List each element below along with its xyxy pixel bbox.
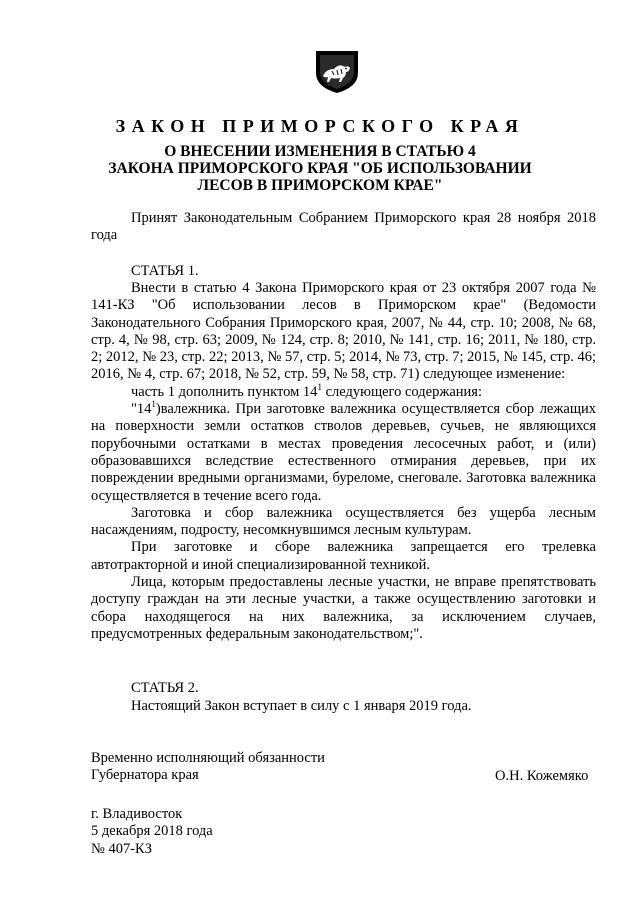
primorsky-krai-coat-of-arms-icon bbox=[312, 45, 362, 95]
item-superscript: 1 bbox=[151, 399, 156, 410]
item-text: )валежника. При заготовке валежника осуществляется сбор лежащих на поверхности земли остатков стволов деревьев, сучьев, не являющихся порубочными остатками в местах проведения лесосечных работ, и (или) образовавшихся вследствие естественного отмирания деревьев, при их повреждении вредными организмами, буреломе, снеговале. Заготовка валежника осуществляется в течение всего года. bbox=[91, 401, 596, 504]
adoption-text: Принят Законодательным Собранием Приморского края 28 ноября 2018 года bbox=[91, 210, 596, 244]
article-1-paragraph: Лица, которым предоставлены лесные участки, не вправе препятствовать доступу граждан на эти лесные участки, а также осуществлению заготовки и сбора находящегося на них валежника, за исключением случаев, предусмотренных федеральным законодательством;". bbox=[91, 574, 596, 642]
subject-line: ЗАКОНА ПРИМОРСКОГО КРАЯ "ОБ ИСПОЛЬЗОВАНИИ bbox=[108, 160, 532, 177]
article-1-paragraph: Заготовка и сбор валежника осуществляется без ущерба лесным насаждениям, подросту, несомкнувшимся лесным культурам. bbox=[91, 504, 596, 539]
article-1-paragraph: При заготовке и сборе валежника запрещается его трелевка автотракторной и иной специализированной техникой. bbox=[91, 539, 596, 573]
law-subject bbox=[0, 143, 640, 194]
position-line: Губернатора края bbox=[91, 767, 199, 784]
part-superscript: 1 bbox=[317, 381, 322, 392]
law-number: № 407-КЗ bbox=[91, 840, 152, 857]
signature-position bbox=[91, 750, 325, 785]
part-text-end: следующего содержания: bbox=[321, 383, 483, 400]
document-footer bbox=[91, 806, 213, 858]
subject-line: О ВНЕСЕНИИ ИЗМЕНЕНИЯ В СТАТЬЮ 4 bbox=[164, 143, 476, 160]
item-number: "14 bbox=[131, 401, 152, 418]
article-1-item bbox=[91, 401, 596, 505]
article-1-body bbox=[91, 280, 596, 643]
article-1-part bbox=[91, 381, 596, 401]
date: 5 декабря 2018 года bbox=[91, 823, 213, 840]
article-1-intro: Внести в статью 4 Закона Приморского края от 23 октября 2007 года № 141-КЗ "Об использовании лесов в Приморском крае" (Ведомости Законодательного Собрания Приморского края, 2007, № 44, стр. 10; 2008, № 68, стр. 4, № 98, стр. 63; 2009, № 124, стр. 8; 2010, № 141, стр. 16; 2011, № 180, стр. 2; 2012, № 23, стр. 22; 2013, № 57, стр. 5; 2014, № 73, стр. 7; 2015, № 145, стр. 46; 2016, № 4, стр. 67; 2018, № 52, стр. 59, № 58, стр. 71) следующее изменение: bbox=[91, 280, 596, 383]
article-2-text: Настоящий Закон вступает в силу с 1 января 2019 года. bbox=[131, 698, 472, 714]
article-2-heading: СТАТЬЯ 2. bbox=[131, 680, 199, 696]
signatory-name: О.Н. Кожемяко bbox=[495, 768, 589, 784]
subject-line: ЛЕСОВ В ПРИМОРСКОМ КРАЕ" bbox=[197, 177, 443, 194]
part-text: часть 1 дополнить пунктом 14 bbox=[131, 383, 318, 400]
position-line: Временно исполняющий обязанности bbox=[91, 750, 325, 766]
place: г. Владивосток bbox=[91, 806, 183, 822]
law-title: ЗАКОН ПРИМОРСКОГО КРАЯ bbox=[115, 116, 525, 136]
article-1-heading: СТАТЬЯ 1. bbox=[131, 263, 199, 279]
adoption-note bbox=[91, 210, 596, 245]
